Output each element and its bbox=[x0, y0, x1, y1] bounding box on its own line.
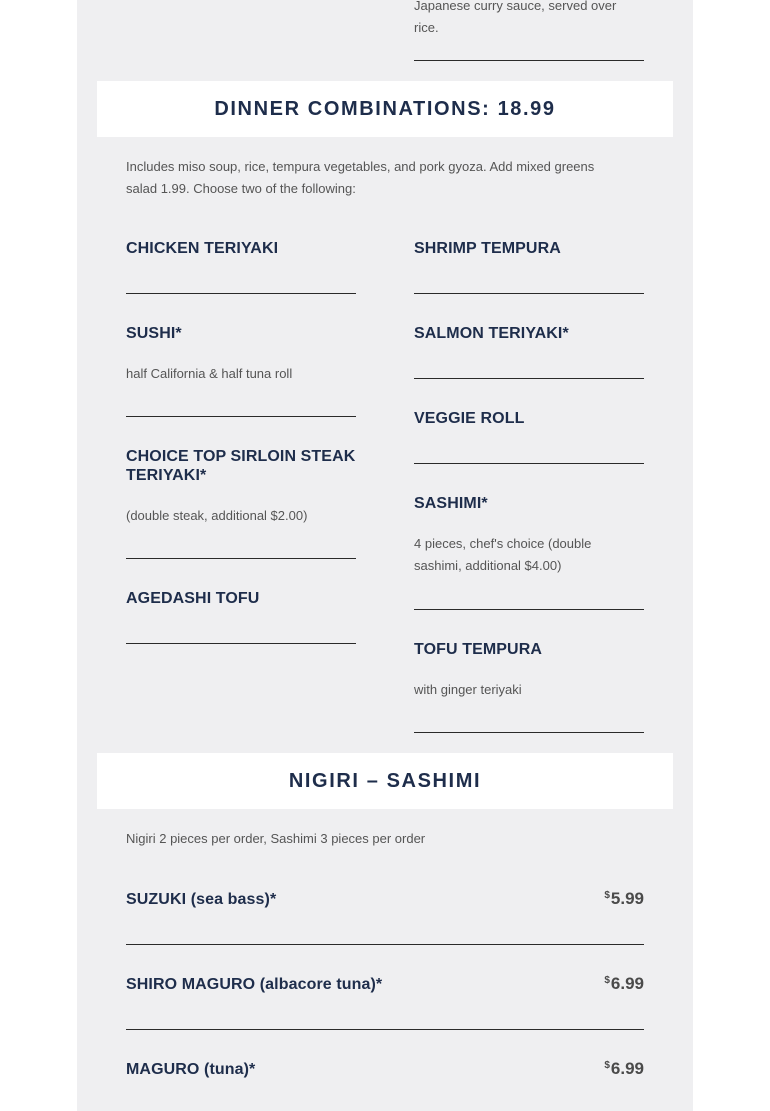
nigiri-sashimi-intro: Nigiri 2 pieces per order, Sashimi 3 pieces per order bbox=[126, 831, 426, 846]
menu-item-divider bbox=[414, 609, 644, 610]
curry-item-divider bbox=[414, 60, 644, 61]
menu-item-tofu-tempura: TOFU TEMPURA bbox=[414, 641, 543, 658]
menu-item-divider bbox=[126, 944, 644, 945]
dinner-combinations-intro: Includes miso soup, rice, tempura vegetables, and pork gyoza. Add mixed greens salad 1.99. Choose two of the following: bbox=[126, 159, 595, 196]
menu-item-steak-teriyaki-description: (double steak, additional $2.00) bbox=[126, 508, 308, 523]
menu-item-salmon-teriyaki: SALMON TERIYAKI* bbox=[414, 325, 569, 342]
nigiri-sashimi-header bbox=[97, 753, 673, 809]
menu-item-divider bbox=[126, 643, 356, 644]
nigiri-sashimi-title: NIGIRI – SASHIMI bbox=[288, 769, 482, 792]
price-value: 6.99 bbox=[610, 1059, 644, 1078]
currency-symbol: $ bbox=[604, 975, 610, 986]
menu-item-suzuki: SUZUKI (sea bass)* bbox=[126, 891, 277, 908]
menu-item-veggie-roll: VEGGIE ROLL bbox=[414, 410, 525, 427]
menu-item-divider bbox=[414, 378, 644, 379]
price-value: 5.99 bbox=[610, 889, 644, 908]
menu-item-divider bbox=[414, 463, 644, 464]
price-value: 6.99 bbox=[610, 974, 644, 993]
menu-item-divider bbox=[126, 416, 356, 417]
menu-item-sushi: SUSHI* bbox=[126, 325, 182, 342]
menu-item-shrimp-tempura: SHRIMP TEMPURA bbox=[414, 240, 561, 257]
dinner-combinations-title: DINNER COMBINATIONS: 18.99 bbox=[214, 97, 556, 120]
menu-item-tofu-tempura-description: with ginger teriyaki bbox=[414, 682, 522, 697]
price-shiro-maguro bbox=[604, 974, 644, 994]
menu-item-sushi-description: half California & half tuna roll bbox=[126, 366, 293, 381]
price-suzuki bbox=[604, 889, 644, 909]
menu-item-divider bbox=[414, 293, 644, 294]
menu-item-divider bbox=[126, 558, 356, 559]
menu-item-agedashi-tofu: AGEDASHI TOFU bbox=[126, 590, 260, 607]
menu-item-divider bbox=[126, 1029, 644, 1030]
menu-item-steak-teriyaki: CHOICE TOP SIRLOIN STEAK TERIYAKI* bbox=[126, 448, 356, 484]
menu-item-sashimi-description: 4 pieces, chef's choice (double sashimi, additional $4.00) bbox=[414, 536, 592, 573]
menu-item-shiro-maguro: SHIRO MAGURO (albacore tuna)* bbox=[126, 976, 383, 993]
menu-item-maguro: MAGURO (tuna)* bbox=[126, 1061, 256, 1078]
curry-item-description: Japanese curry sauce, served over rice. bbox=[414, 0, 617, 35]
dinner-combinations-header bbox=[97, 81, 673, 137]
currency-symbol: $ bbox=[604, 890, 610, 901]
menu-item-sashimi: SASHIMI* bbox=[414, 495, 488, 512]
menu-item-chicken-teriyaki: CHICKEN TERIYAKI bbox=[126, 240, 279, 257]
menu-item-divider bbox=[126, 293, 356, 294]
price-maguro bbox=[604, 1059, 644, 1079]
menu-item-divider bbox=[414, 732, 644, 733]
currency-symbol: $ bbox=[604, 1060, 610, 1071]
